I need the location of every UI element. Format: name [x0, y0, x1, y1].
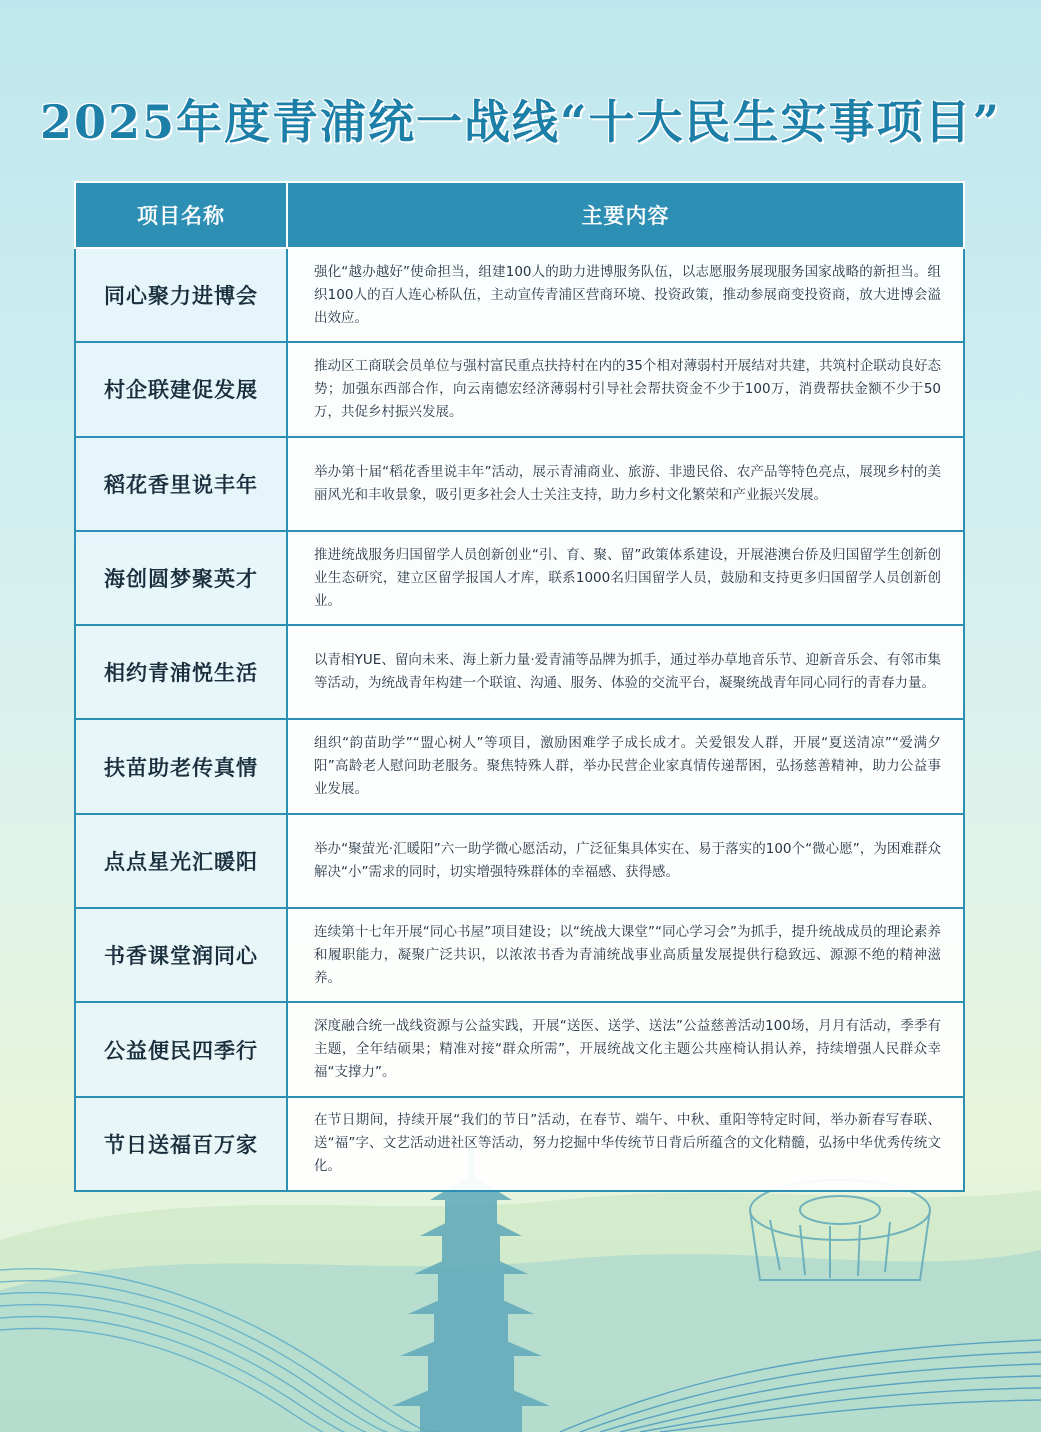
project-content: 举办第十届“稻花香里说丰年”活动，展示青浦商业、旅游、非遗民俗、农产品等特色亮点，展现乡村的美丽风光和丰收景象，吸引更多社会人士关注支持，助力乡村文化繁荣和产业振兴发展。 — [287, 437, 964, 531]
project-content: 在节日期间，持续开展“我们的节日”活动，在春节、端午、中秋、重阳等特定时间，举办新春写春联、送“福”字、文艺活动进社区等活动，努力挖掘中华传统节日背后所蕴含的文化精髓，弘扬中华优秀传统文化。 — [287, 1097, 964, 1191]
column-header-content: 主要内容 — [287, 182, 964, 248]
project-name: 村企联建促发展 — [75, 342, 287, 436]
table-row — [75, 814, 964, 908]
project-name: 节日送福百万家 — [75, 1097, 287, 1191]
project-name: 相约青浦悦生活 — [75, 625, 287, 719]
project-content: 连续第十七年开展“同心书屋”项目建设；以“统战大课堂”“同心学习会”为抓手，提升统战成员的理论素养和履职能力，凝聚广泛共识，以浓浓书香为青浦统战事业高质量发展提供行稳致远、源源不绝的精神滋养。 — [287, 908, 964, 1002]
page-title: 2025年度青浦统一战线“十大民生实事项目” — [40, 95, 1001, 149]
project-content: 推进统战服务归国留学人员创新创业“引、育、聚、留”政策体系建设，开展港澳台侨及归国留学生创新创业生态研究，建立区留学报国人才库，联系1000名归国留学人员，鼓励和支持更多归国留学人员创新创业。 — [287, 531, 964, 625]
project-content: 深度融合统一战线资源与公益实践，开展“送医、送学、送法”公益慈善活动100场，月月有活动，季季有主题，全年结硕果；精准对接“群众所需”，开展统战文化主题公共座椅认捐认养，持续增强人民群众幸福“支撑力”。 — [287, 1002, 964, 1096]
table-row — [75, 1097, 964, 1191]
project-name: 书香课堂润同心 — [75, 908, 287, 1002]
column-header-name: 项目名称 — [75, 182, 287, 248]
project-content: 组织“韵苗助学”“盟心树人”等项目，激励困难学子成长成才。关爱银发人群，开展“夏送清凉”“爱满夕阳”高龄老人慰问助老服务。聚焦特殊人群，举办民营企业家真情传递帮困，弘扬慈善精神，助力公益事业发展。 — [287, 719, 964, 813]
table-row — [75, 719, 964, 813]
table-row — [75, 248, 964, 342]
table-row — [75, 342, 964, 436]
table-row — [75, 531, 964, 625]
project-name: 稻花香里说丰年 — [75, 437, 287, 531]
table-row — [75, 437, 964, 531]
project-content: 举办“聚萤光·汇暖阳”六一助学微心愿活动，广泛征集具体实在、易于落实的100个“微心愿”，为困难群众解决“小”需求的同时，切实增强特殊群体的幸福感、获得感。 — [287, 814, 964, 908]
table-row — [75, 908, 964, 1002]
project-name: 公益便民四季行 — [75, 1002, 287, 1096]
project-name: 同心聚力进博会 — [75, 248, 287, 342]
project-name: 海创圆梦聚英才 — [75, 531, 287, 625]
project-content: 推动区工商联会员单位与强村富民重点扶持村在内的35个相对薄弱村开展结对共建，共筑村企联动良好态势；加强东西部合作，向云南德宏经济薄弱村引导社会帮扶资金不少于100万，消费帮扶金额不少于50万，共促乡村振兴发展。 — [287, 342, 964, 436]
table-header-row — [75, 182, 964, 248]
table-row — [75, 625, 964, 719]
project-content: 强化“越办越好”使命担当，组建100人的助力进博服务队伍，以志愿服务展现服务国家战略的新担当。组织100人的百人连心桥队伍，主动宣传青浦区营商环境、投资政策，推动参展商变投资商，放大进博会溢出效应。 — [287, 248, 964, 342]
projects-table — [74, 181, 965, 1192]
table-row — [75, 1002, 964, 1096]
project-name: 扶苗助老传真情 — [75, 719, 287, 813]
project-content: 以青相YUE、留向未来、海上新力量·爱青浦等品牌为抓手，通过举办草地音乐节、迎新音乐会、有邻市集等活动，为统战青年构建一个联谊、沟通、服务、体验的交流平台，凝聚统战青年同心同行的青春力量。 — [287, 625, 964, 719]
project-name: 点点星光汇暖阳 — [75, 814, 287, 908]
